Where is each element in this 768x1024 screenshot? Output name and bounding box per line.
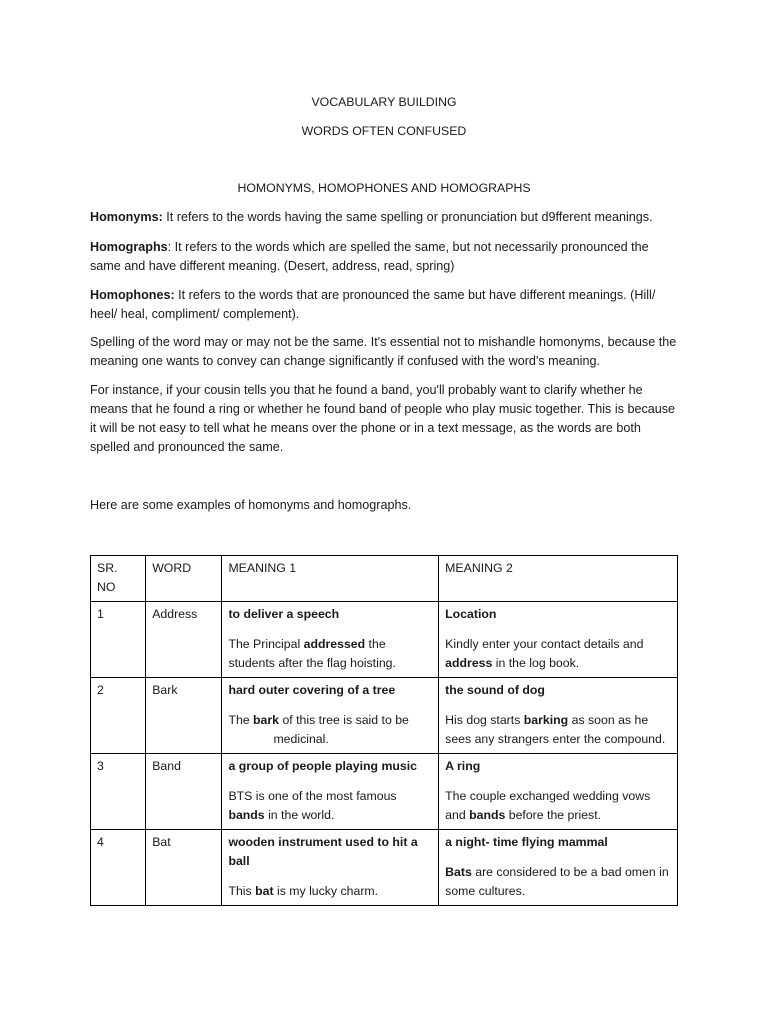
header-word: WORD [146,556,222,602]
paragraph-spelling: Spelling of the word may or may not be the same. It's essential not to mishandle homonyms, because the meaning one wants to convey can change significantly if confused with the word's meaning. [90,335,677,368]
example-sentence: His dog starts barking as soon as he sees any strangers enter the compound. [445,713,666,746]
example-sentence: Kindly enter your contact details and address in the log book. [445,637,644,670]
meaning-heading: Location [445,607,497,621]
meaning-heading: a night- time flying mammal [445,835,608,849]
title-vocabulary-building: VOCABULARY BUILDING [311,95,457,109]
cell-meaning-2 [439,754,678,830]
meaning-heading: wooden instrument used to hit a ball [228,835,418,868]
cell-meaning-1 [222,830,439,906]
cell-sr: 1 [91,602,146,678]
cell-sr: 2 [91,678,146,754]
meaning-heading: to deliver a speech [228,607,340,621]
example-sentence: The couple exchanged wedding vows and bands before the priest. [445,789,651,822]
meaning-heading: the sound of dog [445,683,545,697]
example-sentence: Bats are considered to be a bad omen in some cultures. [445,865,669,898]
cell-meaning-2 [439,678,678,754]
table-row [91,602,678,678]
paragraph-for-instance: For instance, if your cousin tells you that he found a band, you'll probably want to clarify whether he means that he found a ring or whether he found band of people who play music together. This is because it will be not easy to tell what he means over the phone or in a text message, as the words are both spelled and pronounced the same. [90,383,676,454]
definition-homographs [90,238,680,276]
header-meaning-1: MEANING 1 [222,556,439,602]
term-homonyms: Homonyms: [90,210,163,224]
cell-meaning-2 [439,830,678,906]
meaning-heading: hard outer covering of a tree [228,683,396,697]
cell-word: Band [146,754,222,830]
term-homophones: Homophones: [90,288,175,302]
cell-sr: 4 [91,830,146,906]
cell-meaning-1 [222,678,439,754]
cell-word: Address [146,602,222,678]
table-row [91,754,678,830]
text-homographs: : It refers to the words which are spelled the same, but not necessarily pronounced the same and have different meaning. (Desert, address, read, spring) [90,240,649,273]
cell-meaning-1 [222,754,439,830]
definition-homonyms [90,208,680,227]
meaning-heading: a group of people playing music [228,759,418,773]
example-sentence: BTS is one of the most famous bands in the world. [228,789,397,822]
term-homographs: Homographs [90,240,168,254]
header-sr-no: SR. NO [91,556,146,602]
title-words-often-confused: WORDS OFTEN CONFUSED [301,124,467,138]
cell-meaning-2 [439,602,678,678]
example-sentence: The bark of this tree is said to be medicinal. [228,713,409,746]
table-row [91,830,678,906]
header-meaning-2: MEANING 2 [439,556,678,602]
example-sentence: The Principal addressed the students after the flag hoisting. [228,637,396,670]
paragraph-examples-intro: Here are some examples of homonyms and homographs. [90,498,412,512]
table-header-row [91,556,678,602]
cell-meaning-1 [222,602,439,678]
cell-sr: 3 [91,754,146,830]
cell-word: Bat [146,830,222,906]
example-sentence: This bat is my lucky charm. [228,884,379,898]
text-homophones: It refers to the words that are pronounced the same but have different meanings. (Hill/ heel/ heal, compliment/ complement). [90,288,656,321]
text-homonyms: It refers to the words having the same spelling or pronunciation but d9fferent meanings. [162,210,653,224]
cell-word: Bark [146,678,222,754]
homonyms-table [90,555,678,906]
definition-homophones [90,286,680,324]
title-homonyms-homophones-homographs: HOMONYMS, HOMOPHONES AND HOMOGRAPHS [237,181,531,195]
table-row [91,678,678,754]
meaning-heading: A ring [445,759,481,773]
